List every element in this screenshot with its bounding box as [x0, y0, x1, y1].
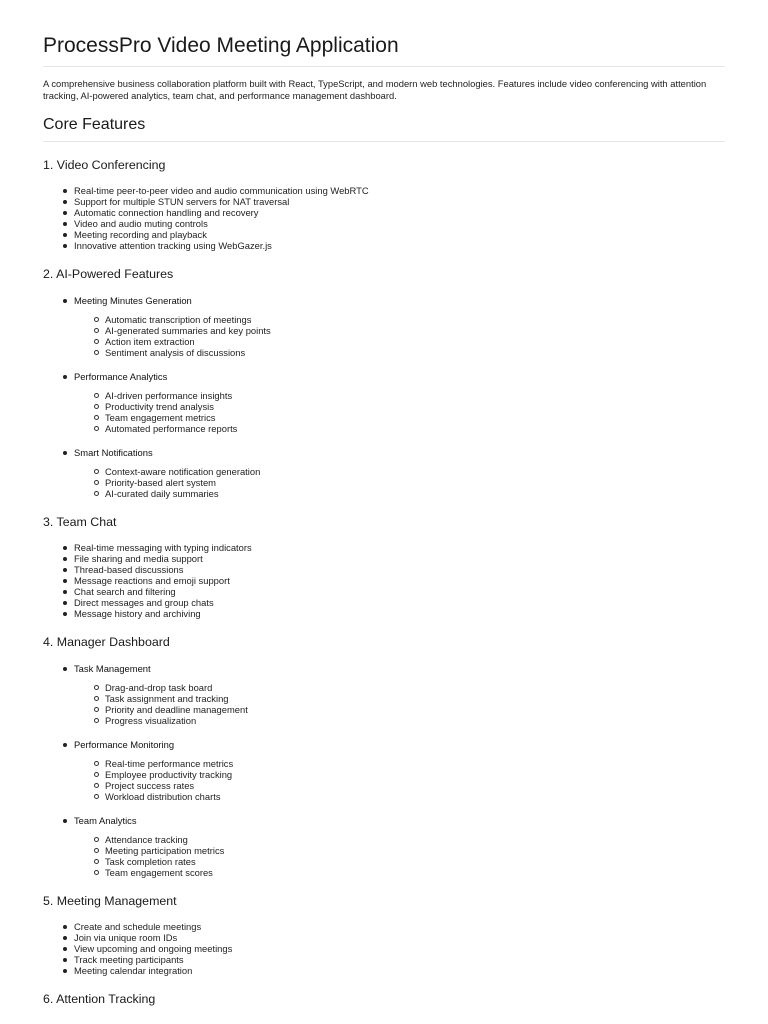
sub-list-item: Employee productivity tracking	[105, 769, 725, 780]
group-name: Meeting Minutes Generation	[74, 295, 192, 306]
sub-list-item: Meeting participation metrics	[105, 845, 725, 856]
group-name: Performance Analytics	[74, 371, 168, 382]
group-list	[43, 295, 725, 499]
section-heading: 6. Attention Tracking	[43, 992, 156, 1006]
group-item	[74, 739, 725, 802]
sub-list-item: Team engagement metrics	[105, 412, 725, 423]
sub-list-item: Real-time performance metrics	[105, 758, 725, 769]
list-item: Real-time messaging with typing indicators	[74, 542, 725, 553]
group-item	[74, 815, 725, 878]
section-heading: 1. Video Conferencing	[43, 158, 166, 172]
group-list	[43, 663, 725, 878]
sub-list-item: Automatic transcription of meetings	[105, 314, 725, 325]
section-heading: 5. Meeting Management	[43, 894, 177, 908]
list-item: Meeting recording and playback	[74, 229, 725, 240]
bullet-list	[43, 542, 725, 619]
sub-list-item: Workload distribution charts	[105, 791, 725, 802]
sub-list-item: Team engagement scores	[105, 867, 725, 878]
sub-list-item: Project success rates	[105, 780, 725, 791]
list-item: Direct messages and group chats	[74, 597, 725, 608]
list-item: Support for multiple STUN servers for NAT traversal	[74, 196, 725, 207]
sub-bullet-list	[74, 682, 725, 726]
feature-section	[43, 894, 725, 976]
feature-section	[43, 158, 725, 251]
group-item	[74, 371, 725, 434]
page-title: ProcessPro Video Meeting Application	[43, 0, 725, 67]
sub-bullet-list	[74, 466, 725, 499]
sub-list-item: Attendance tracking	[105, 834, 725, 845]
group-name: Team Analytics	[74, 815, 137, 826]
section-heading: 2. AI-Powered Features	[43, 267, 174, 281]
group-item	[74, 295, 725, 358]
list-item: Meeting calendar integration	[74, 965, 725, 976]
intro-paragraph: A comprehensive business collaboration platform built with React, TypeScript, and modern web technologies. Features include video conferencing with attention tracking, AI-powered analytics, team chat, and performance management dashboard.	[43, 78, 707, 101]
list-item: Innovative attention tracking using WebGazer.js	[74, 240, 725, 251]
sub-bullet-list	[74, 834, 725, 878]
list-item: Message reactions and emoji support	[74, 575, 725, 586]
list-item: Message history and archiving	[74, 608, 725, 619]
sub-bullet-list	[74, 390, 725, 434]
section-heading: 4. Manager Dashboard	[43, 635, 170, 649]
list-item: Real-time peer-to-peer video and audio communication using WebRTC	[74, 185, 725, 196]
sub-list-item: Task assignment and tracking	[105, 693, 725, 704]
sub-list-item: Progress visualization	[105, 715, 725, 726]
sub-bullet-list	[74, 314, 725, 358]
group-item	[74, 663, 725, 726]
bullet-list	[43, 921, 725, 976]
list-item: Automatic connection handling and recovery	[74, 207, 725, 218]
section-heading: 3. Team Chat	[43, 515, 117, 529]
group-item	[74, 447, 725, 499]
sub-list-item: Priority-based alert system	[105, 477, 725, 488]
sub-list-item: Action item extraction	[105, 336, 725, 347]
sub-list-item: Automated performance reports	[105, 423, 725, 434]
list-item: Track meeting participants	[74, 954, 725, 965]
list-item: Join via unique room IDs	[74, 932, 725, 943]
sections-container	[43, 158, 725, 1006]
list-item: View upcoming and ongoing meetings	[74, 943, 725, 954]
sub-list-item: Context-aware notification generation	[105, 466, 725, 477]
list-item: Chat search and filtering	[74, 586, 725, 597]
sub-list-item: AI-curated daily summaries	[105, 488, 725, 499]
group-name: Task Management	[74, 663, 151, 674]
feature-section	[43, 515, 725, 619]
sub-list-item: Priority and deadline management	[105, 704, 725, 715]
sub-list-item: Drag-and-drop task board	[105, 682, 725, 693]
bullet-list	[43, 185, 725, 251]
sub-list-item: AI-driven performance insights	[105, 390, 725, 401]
sub-list-item: AI-generated summaries and key points	[105, 325, 725, 336]
list-item: File sharing and media support	[74, 553, 725, 564]
feature-section	[43, 992, 725, 1006]
core-features-heading: Core Features	[43, 116, 725, 142]
feature-section	[43, 635, 725, 878]
sub-list-item: Productivity trend analysis	[105, 401, 725, 412]
sub-list-item: Sentiment analysis of discussions	[105, 347, 725, 358]
feature-section	[43, 267, 725, 499]
sub-list-item: Task completion rates	[105, 856, 725, 867]
group-name: Performance Monitoring	[74, 739, 175, 750]
sub-bullet-list	[74, 758, 725, 802]
list-item: Create and schedule meetings	[74, 921, 725, 932]
list-item: Video and audio muting controls	[74, 218, 725, 229]
list-item: Thread-based discussions	[74, 564, 725, 575]
group-name: Smart Notifications	[74, 447, 153, 458]
